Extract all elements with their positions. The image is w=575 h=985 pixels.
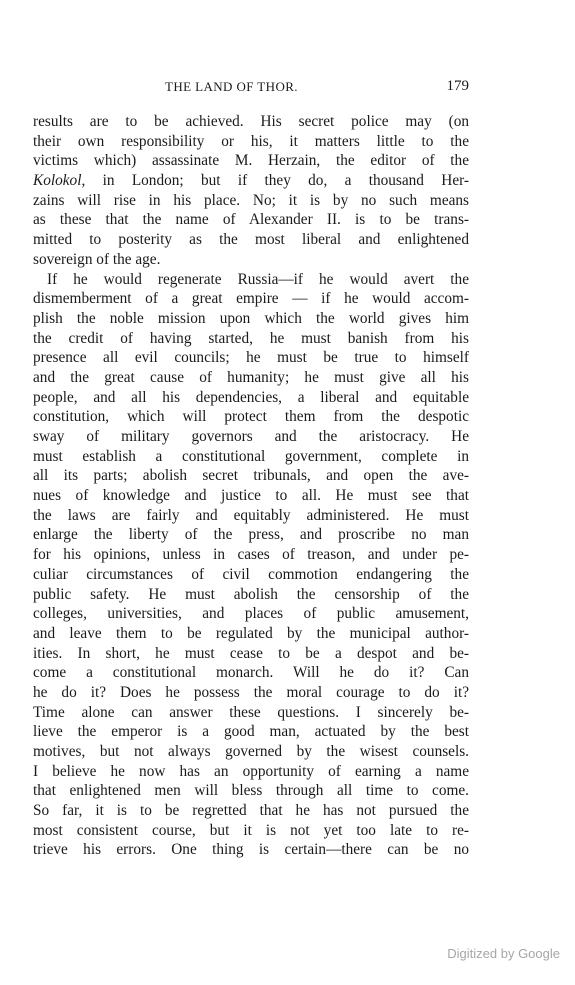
text-line: constitution, which will protect them from the despotic	[33, 408, 469, 426]
text-line: the laws are fairly and equitably administered. He must	[33, 506, 469, 524]
text-line: dismemberment of a great empire — if he would accom-	[33, 290, 469, 308]
text-line: sway of military governors and the aristocracy. He	[33, 428, 469, 445]
paragraph-first-line: If he would regenerate Russia—if he would avert the	[47, 270, 469, 288]
text-line: ities. In short, he must cease to be a despot and be-	[33, 644, 469, 662]
text-line: come a constitutional monarch. Will he do it? Can	[33, 664, 469, 682]
text-line: colleges, universities, and places of public amusement,	[33, 605, 469, 623]
text-line: the credit of having started, he must banish from his	[33, 329, 469, 347]
text-line: zains will rise in his place. No; it is by no such means	[33, 191, 469, 209]
text-line: I believe he now has an opportunity of earning a name	[33, 762, 469, 780]
text-line: and the great cause of humanity; he must give all his	[33, 368, 469, 386]
text-line: and leave them to be regulated by the municipal author-	[33, 624, 469, 642]
text-line: public safety. He must abolish the censorship of the	[33, 585, 469, 603]
text-line: plish the noble mission upon which the world gives him	[33, 309, 469, 327]
text-line: lieve the emperor is a good man, actuated by the best	[33, 723, 469, 741]
text-line: must establish a constitutional government, complete in	[33, 447, 469, 465]
text-line: people, and all his dependencies, a liberal and equitable	[33, 388, 469, 406]
text-line: motives, but not always governed by the wisest counsels.	[33, 743, 469, 760]
text-line: most consistent course, but it is not yet too late to re-	[33, 821, 469, 839]
text-line: presence all evil councils; he must be true to himself	[33, 349, 469, 367]
text-line: he do it? Does he possess the moral courage to do it?	[33, 683, 469, 701]
text-line: Time alone can answer these questions. I sincerely be-	[33, 703, 469, 721]
page-number: 179	[446, 78, 469, 94]
body-text	[33, 112, 469, 860]
text-line: nues of knowledge and justice to all. He must see that	[33, 487, 469, 505]
text-line: that enlightened men will bless through all time to come.	[33, 782, 469, 800]
text-line: trieve his errors. One thing is certain—there can be no	[33, 841, 469, 859]
text-line: victims which) assassinate M. Herzain, the editor of the	[33, 152, 469, 170]
text-line: enlarge the liberty of the press, and proscribe no man	[33, 526, 469, 544]
digitized-by-google-watermark: Digitized by Google	[447, 946, 560, 961]
text-line: results are to be achieved. His secret police may (on	[33, 113, 469, 130]
periodical-title: Kolokol	[33, 172, 82, 190]
running-head	[33, 79, 469, 99]
text-line: mitted to posterity as the most liberal and enlightened	[33, 231, 469, 249]
running-title: THE LAND OF THOR.	[165, 79, 298, 94]
text-line: culiar circumstances of civil commotion endangering the	[33, 565, 469, 583]
text-line: their own responsibility or his, it matters little to the	[33, 132, 469, 150]
text-line: Kolokol, in London; but if they do, a thousand Her-	[33, 172, 469, 190]
text-line: for his opinions, unless in cases of treason, and under pe-	[33, 546, 469, 564]
text-line: as these that the name of Alexander II. is to be trans-	[33, 211, 469, 229]
text-line: sovereign of the age.	[33, 250, 161, 268]
text-line: all its parts; abolish secret tribunals, and open the ave-	[33, 467, 469, 485]
text-line: So far, it is to be regretted that he has not pursued the	[33, 802, 469, 820]
